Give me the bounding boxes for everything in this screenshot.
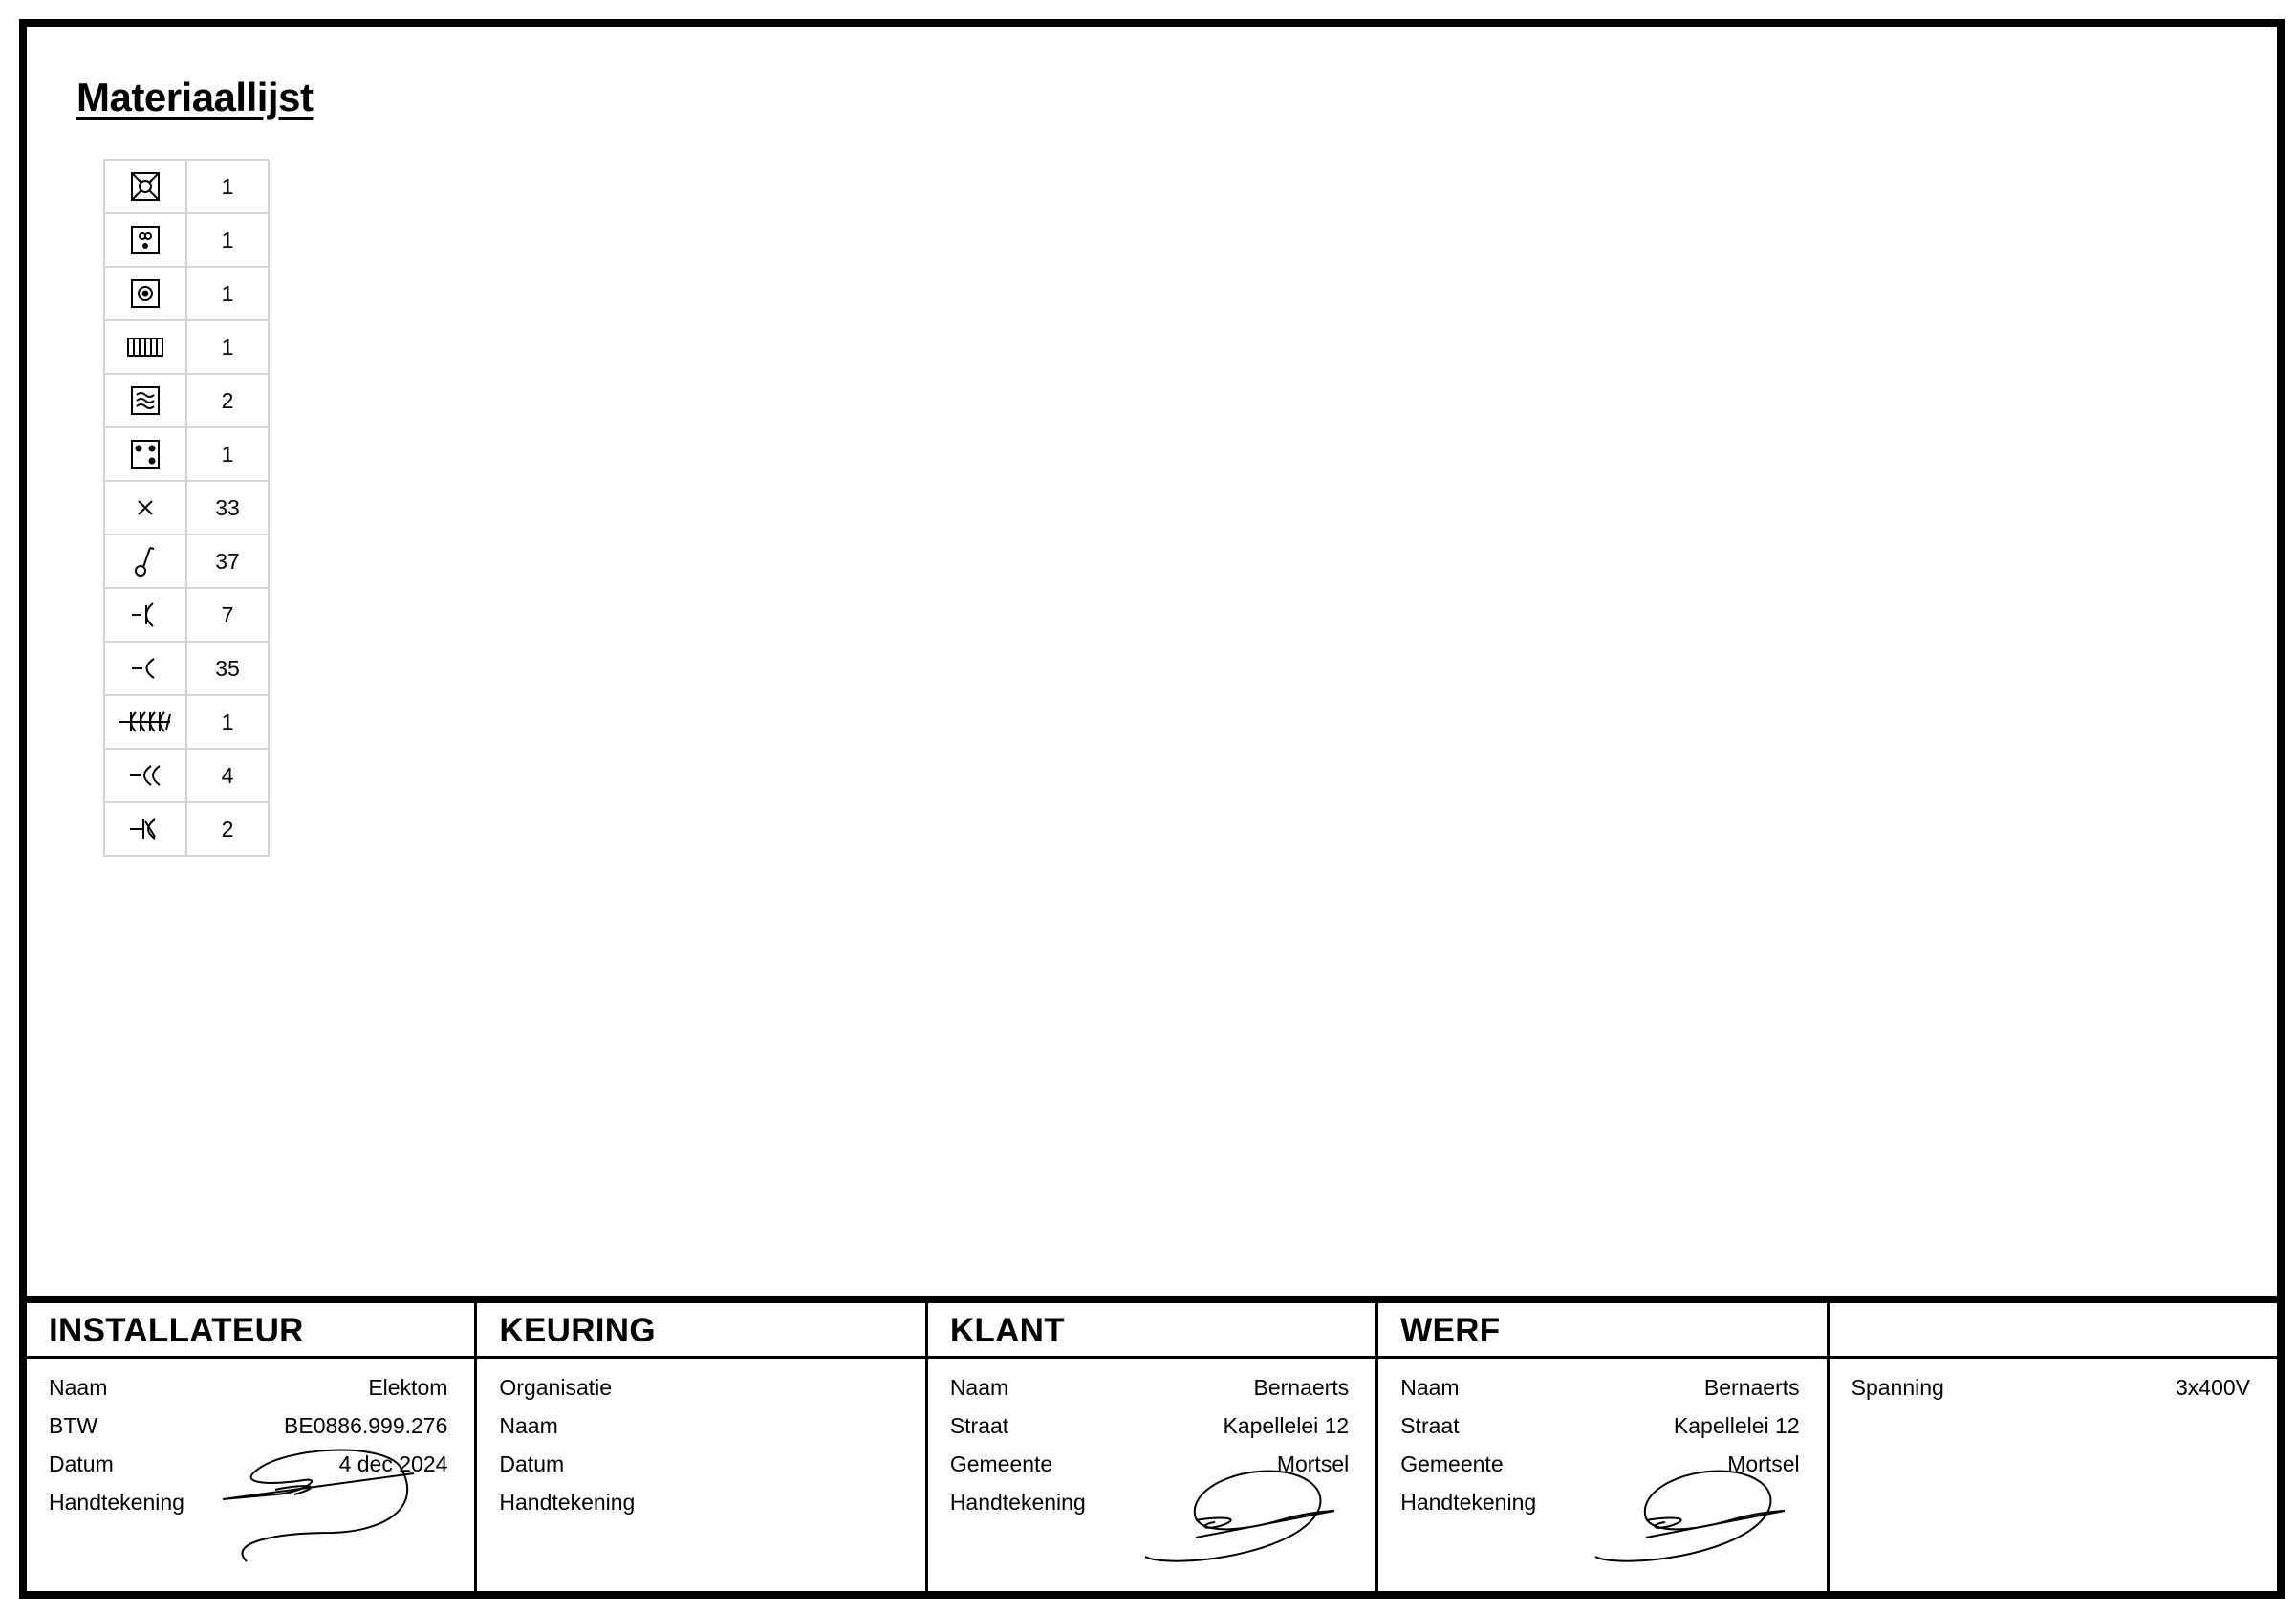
- socket-icon: [128, 651, 162, 686]
- radiator-icon: [126, 335, 164, 360]
- row-value: Elektom: [368, 1375, 448, 1400]
- row-label: Straat: [949, 1413, 1009, 1438]
- row-label: Organisatie: [499, 1375, 613, 1400]
- symbol-cell: [104, 695, 186, 749]
- info-row: [1400, 1368, 1799, 1407]
- row-label: Gemeente: [949, 1451, 1053, 1476]
- socket-earth-icon: [128, 598, 162, 632]
- symbol-cell: [104, 320, 186, 374]
- symbol-cell: [104, 749, 186, 802]
- row-label: Handtekening: [49, 1490, 184, 1515]
- extra-section: [1830, 1303, 2277, 1591]
- symbol-cell: [104, 160, 186, 213]
- info-row: [499, 1407, 898, 1445]
- info-row: [1400, 1445, 1799, 1483]
- row-label: Gemeente: [1400, 1451, 1504, 1476]
- row-value: Mortsel: [1727, 1451, 1800, 1476]
- quantity-cell: 37: [186, 534, 269, 588]
- material-table: [103, 159, 270, 857]
- info-row: [499, 1483, 898, 1521]
- row-value: Kapellelei 12: [1223, 1413, 1350, 1438]
- table-row: [104, 749, 269, 802]
- table-row: [104, 642, 269, 695]
- row-label: Naam: [1400, 1375, 1460, 1400]
- symbol-cell: [104, 642, 186, 695]
- table-row: [104, 695, 269, 749]
- row-label: Handtekening: [1400, 1490, 1537, 1515]
- row-label: Naam: [949, 1375, 1009, 1400]
- werf-section: [1378, 1303, 1829, 1591]
- info-row: [49, 1445, 447, 1483]
- switch-box-crossed-icon: [129, 170, 162, 203]
- section-title: [1830, 1303, 2277, 1359]
- page-title: Materiaallijst: [76, 75, 314, 120]
- info-row: [950, 1445, 1349, 1483]
- protected-socket-icon: [126, 812, 164, 846]
- info-row: [49, 1368, 447, 1407]
- info-row: [1400, 1483, 1799, 1521]
- quantity-cell: 1: [186, 427, 269, 481]
- info-row: [950, 1368, 1349, 1407]
- symbol-cell: [104, 534, 186, 588]
- quantity-cell: 1: [186, 267, 269, 320]
- section-title: WERF: [1378, 1303, 1826, 1359]
- symbol-cell: [104, 481, 186, 534]
- table-row: [104, 534, 269, 588]
- quantity-cell: 1: [186, 320, 269, 374]
- row-label: Handtekening: [499, 1490, 636, 1515]
- row-label: Datum: [49, 1451, 114, 1476]
- table-row: [104, 802, 269, 856]
- quantity-cell: 2: [186, 374, 269, 427]
- table-row: [104, 588, 269, 642]
- four-dot-box-icon: [129, 438, 162, 470]
- row-value: Mortsel: [1276, 1451, 1350, 1476]
- table-row: [104, 427, 269, 481]
- quantity-cell: 33: [186, 481, 269, 534]
- row-label: Datum: [499, 1451, 565, 1476]
- symbol-cell: [104, 213, 186, 267]
- symbol-cell: [104, 427, 186, 481]
- quantity-cell: 1: [186, 695, 269, 749]
- section-title: INSTALLATEUR: [27, 1303, 474, 1359]
- row-value: Kapellelei 12: [1673, 1413, 1800, 1438]
- info-row: [1400, 1407, 1799, 1445]
- info-row: [950, 1407, 1349, 1445]
- installateur-section: [27, 1303, 477, 1591]
- info-row: [49, 1407, 447, 1445]
- row-value: Bernaerts: [1703, 1375, 1800, 1400]
- row-label: Spanning: [1851, 1375, 1944, 1400]
- double-socket-icon: [126, 758, 164, 793]
- row-label: Naam: [499, 1413, 558, 1438]
- wave-box-icon: [129, 384, 162, 417]
- info-row: [950, 1483, 1349, 1521]
- klant-section: [928, 1303, 1378, 1591]
- keuring-section: [477, 1303, 927, 1591]
- quantity-cell: 1: [186, 213, 269, 267]
- quantity-cell: 4: [186, 749, 269, 802]
- title-block: [27, 1296, 2277, 1591]
- row-label: BTW: [49, 1413, 98, 1438]
- quantity-cell: 2: [186, 802, 269, 856]
- symbol-cell: [104, 588, 186, 642]
- table-row: [104, 374, 269, 427]
- switch-icon: [131, 542, 160, 580]
- info-row: [499, 1368, 898, 1407]
- box-with-centered-dot-icon: [129, 277, 162, 310]
- symbol-cell: [104, 802, 186, 856]
- row-value: BE0886.999.276: [284, 1413, 448, 1438]
- info-row: [49, 1483, 447, 1521]
- cross-lamp-icon: [134, 496, 157, 519]
- row-label: Naam: [49, 1375, 108, 1400]
- row-value: Bernaerts: [1253, 1375, 1350, 1400]
- table-row: [104, 320, 269, 374]
- table-row: [104, 481, 269, 534]
- info-row: [499, 1445, 898, 1483]
- table-row: [104, 213, 269, 267]
- table-row: [104, 267, 269, 320]
- section-title: KLANT: [928, 1303, 1375, 1359]
- row-label: Handtekening: [949, 1490, 1086, 1515]
- section-title: KEURING: [477, 1303, 924, 1359]
- table-row: [104, 160, 269, 213]
- symbol-cell: [104, 374, 186, 427]
- row-value: 4 dec 2024: [338, 1451, 448, 1476]
- socket-box-three-dots-icon: [129, 224, 162, 256]
- info-row: [1852, 1368, 2250, 1407]
- multi-socket-icon: [117, 705, 174, 739]
- quantity-cell: 7: [186, 588, 269, 642]
- quantity-cell: 35: [186, 642, 269, 695]
- row-label: Straat: [1400, 1413, 1460, 1438]
- quantity-cell: 1: [186, 160, 269, 213]
- row-value: 3x400V: [2176, 1375, 2251, 1400]
- symbol-cell: [104, 267, 186, 320]
